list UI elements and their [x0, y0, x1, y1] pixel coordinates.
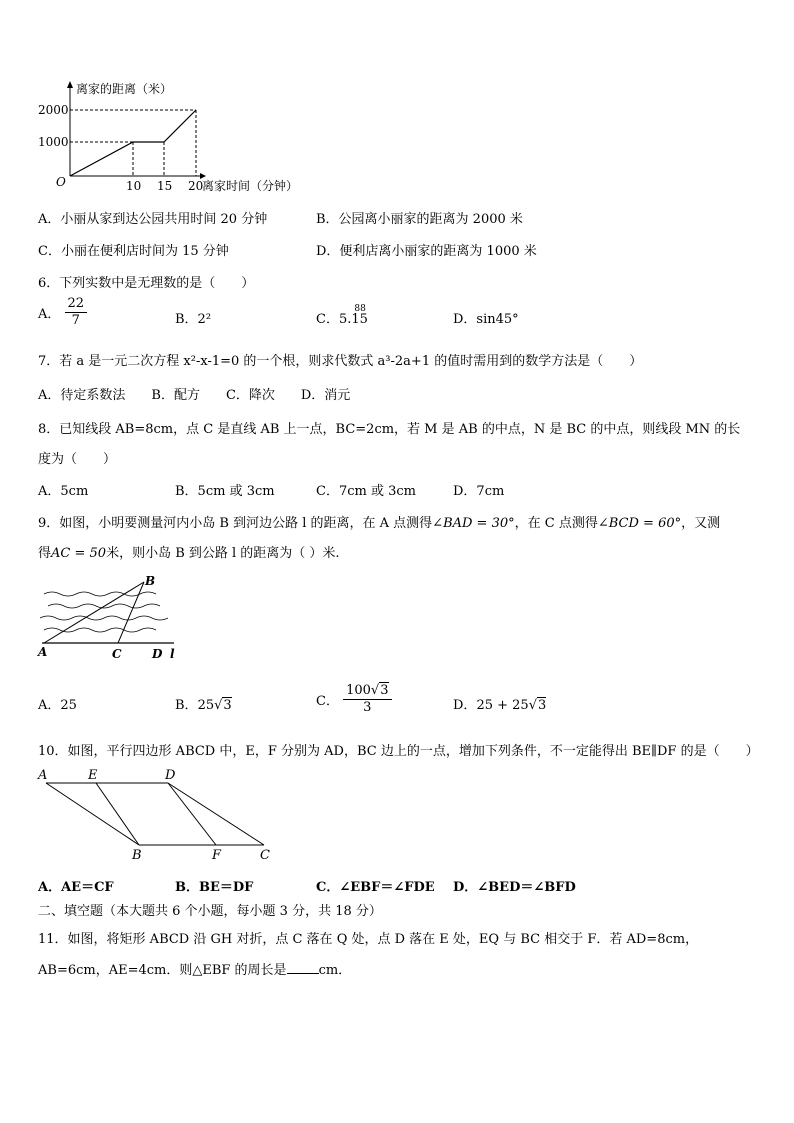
q5-option-a: A．小丽从家到达公园共用时间 20 分钟: [38, 212, 268, 227]
vertex-b-label: B: [132, 848, 142, 863]
q10-option-a: A．AE＝CF: [38, 880, 114, 895]
q9-c-fraction: [343, 683, 391, 716]
q6-option-d: D．sin45°: [453, 312, 519, 327]
q6-option-a: [38, 296, 87, 329]
q6-c-label: C．5.: [316, 312, 352, 327]
q6-a-fraction: [65, 296, 88, 329]
q6-stem: 6．下列实数中是无理数的是（ ）: [38, 276, 255, 291]
q7-options: A．待定系数法 B．配方 C．降次 D．消元: [38, 388, 351, 403]
q9-d-radicand: 3: [537, 698, 547, 713]
q9-d-label: D．: [453, 698, 477, 713]
q9-option-d: [453, 694, 546, 713]
point-b-label: B: [145, 574, 156, 588]
q10-stem: 10．如图，平行四边形 ABCD 中，E，F 分别为 AD，BC 边上的一点，增加下列条件，不一定能得出 BE∥DF 的是（ ）: [38, 744, 759, 759]
q5-option-d: D．便利店离小丽家的距离为 1000 米: [316, 244, 537, 259]
y-axis-label: 离家的距离（米）: [76, 82, 173, 96]
q6-c-repeat-dots: 88: [354, 304, 366, 314]
q8-option-c: C．7cm 或 3cm: [316, 484, 416, 499]
q9-angle-bcd: ∠BCD = 60°: [597, 516, 682, 531]
q8-option-b: B．5cm 或 3cm: [175, 484, 275, 499]
q9-line1: [38, 512, 720, 531]
x-axis-label: 离家时间（分钟）: [202, 179, 299, 193]
line-l-label: l: [170, 647, 175, 661]
q9-c-denominator: 3: [363, 700, 372, 715]
q11-line2-text-b: cm．: [318, 963, 352, 978]
q9-option-c: [316, 683, 392, 716]
q9-option-a: A．25: [38, 698, 77, 713]
point-a-label: A: [38, 645, 48, 659]
q9-line2-text-a: 得: [38, 546, 52, 561]
sqrt-sign: √: [528, 698, 537, 713]
q9-ac-length: AC = 50: [51, 546, 107, 561]
q8-option-d: D．7cm: [453, 484, 505, 499]
q6-a-numerator: 22: [65, 296, 88, 313]
y-tick-1000: 1000: [38, 135, 69, 149]
q6-a-denominator: 7: [71, 313, 80, 328]
point-e-label: E: [88, 768, 98, 783]
q8-line1: 8．已知线段 AB=8cm，点 C 是直线 AB 上一点，BC=2cm，若 M 是 AB 的中点，N 是 BC 的中点，则线段 MN 的长: [38, 422, 741, 437]
q10-option-c: C．∠EBF＝∠FDE: [316, 880, 435, 895]
q11-line1: 11．如图，将矩形 ABCD 沿 GH 对折，点 C 落在 Q 处，点 D 落在 E 处，EQ 与 BC 相交于 F．若 AD=8cm，: [38, 932, 699, 947]
q9-c-label: C．: [316, 694, 339, 709]
x-tick-10: 10: [126, 179, 142, 193]
q8-option-a: A．5cm: [38, 484, 89, 499]
q6-option-c: [316, 304, 368, 327]
vertex-c-label: C: [260, 848, 270, 863]
section-heading-fill-in: 二、填空题（本大题共 6 个小题，每小题 3 分，共 18 分）: [38, 904, 382, 919]
q7-stem: 7．若 a 是一元二次方程 x²-x-1=0 的一个根，则求代数式 a³-2a+1 的值时需用到的数学方法是（ ）: [38, 354, 643, 369]
q10-option-d: D．∠BED＝∠BFD: [453, 880, 576, 895]
q9-line1-text-b: ，在 C 点测得: [514, 516, 598, 531]
q11-line2: [38, 959, 351, 978]
q9-angle-bad: ∠BAD = 30°: [432, 516, 515, 531]
q11-line2-text-a: AB=6cm，AE=4cm．则△EBF 的周长是: [38, 963, 287, 978]
answer-blank[interactable]: [287, 962, 319, 974]
q5-option-c: C．小丽在便利店时间为 15 分钟: [38, 244, 229, 259]
q9-line2-text-b: 米，则小岛 B 到公路 l 的距离为（ ）米.: [106, 546, 340, 561]
q8-line2: 度为（ ）: [38, 452, 117, 467]
q6-c-digits: 15: [351, 312, 368, 327]
point-d-label: D: [152, 647, 163, 661]
point-c-label: C: [112, 647, 122, 661]
parallelogram-diagram: [34, 765, 284, 865]
q9-b-label: B．: [175, 698, 198, 713]
river-diagram: [34, 572, 184, 664]
q9-line2: [38, 542, 340, 561]
q9-line1-text-c: ，又测: [681, 516, 721, 531]
q9-c-numerator: 100√3: [343, 683, 391, 700]
q9-line1-text-a: 9．如图，小明要测量河内小岛 B 到河边公路 l 的距离，在 A 点测得: [38, 516, 433, 531]
q6-option-b: B．2²: [175, 312, 212, 327]
vertex-d-label: D: [165, 768, 176, 783]
origin-label: O: [56, 175, 66, 189]
q10-option-b: B．BE＝DF: [175, 880, 254, 895]
q9-b-coef: 25: [197, 698, 215, 713]
q9-option-b: [175, 694, 232, 713]
q6-a-label: A．: [38, 307, 61, 322]
point-f-label: F: [212, 848, 222, 863]
x-tick-15: 15: [157, 179, 173, 193]
q9-b-radicand: 3: [223, 698, 232, 713]
distance-time-graph: [30, 78, 330, 198]
y-tick-2000: 2000: [38, 103, 69, 117]
q9-d-expr: 25 + 25: [476, 698, 529, 713]
sqrt-sign: √: [214, 698, 223, 713]
q5-option-b: B．公园离小丽家的距离为 2000 米: [316, 212, 523, 227]
x-tick-20: 20: [188, 179, 204, 193]
vertex-a-label: A: [38, 768, 48, 783]
